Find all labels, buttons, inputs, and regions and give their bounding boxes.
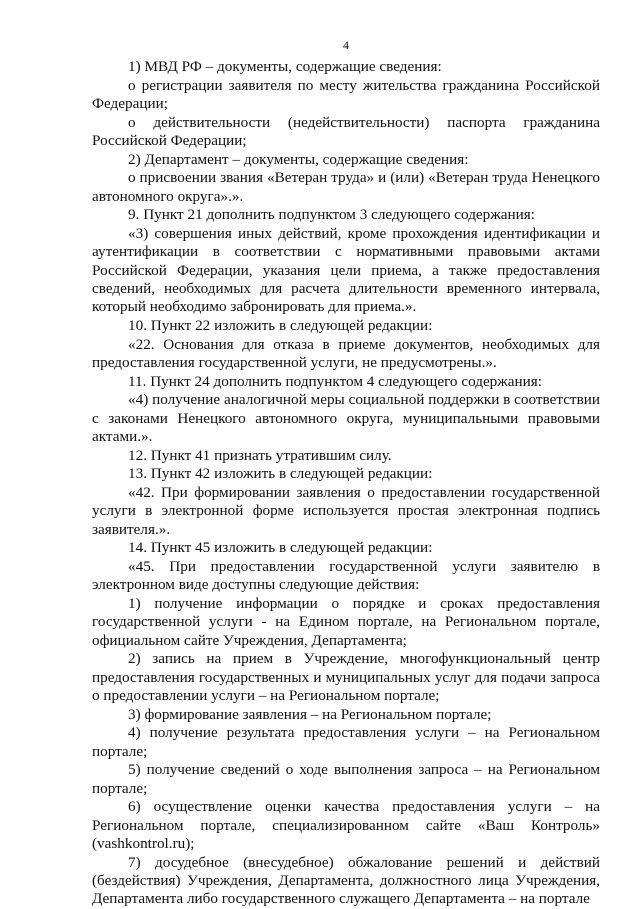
document-body [92, 58, 600, 909]
paragraph: «42. При формировании заявления о предоставлении государственной услуги в электронной форме используется простая электронная подпись заявителя.». [92, 483, 600, 538]
paragraph: 9. Пункт 21 дополнить подпунктом 3 следующего содержания: [128, 206, 535, 224]
paragraph: 1) получение информации о порядке и сроках предоставления государственной услуги - на Едином портале, на Региональном портале, официальном сайте Учреждения, Департамента; [92, 594, 600, 649]
paragraph: «22. Основания для отказа в приеме документов, необходимых для предоставления государственной услуги, не предусмотрены.». [92, 335, 600, 371]
paragraph: 2) Департамент – документы, содержащие сведения: [128, 150, 469, 168]
paragraph: 14. Пункт 45 изложить в следующей редакции: [128, 539, 433, 557]
paragraph: 1) МВД РФ – документы, содержащие сведения: [128, 58, 442, 75]
paragraph: о присвоении звания «Ветеран труда» и (или) «Ветеран труда Ненецкого автономного округа».». [92, 169, 600, 205]
paragraph: 3) формирование заявления – на Региональном портале; [128, 705, 492, 723]
paragraph: 5) получение сведений о ходе выполнения запроса – на Региональном портале; [92, 761, 600, 797]
paragraph: «4) получение аналогичной меры социальной поддержки в соответствии с законами Ненецкого автономного округа, муниципальными правовыми актами.». [92, 391, 600, 445]
paragraph: 6) осуществление оценки качества предоставления услуги – на Региональном портале, специализированном сайте «Ваш Контроль» (vashkontrol.ru); [92, 798, 600, 852]
paragraph: 11. Пункт 24 дополнить подпунктом 4 следующего содержания: [128, 372, 542, 390]
paragraph: «3) совершения иных действий, кроме прохождения идентификации и аутентификации в соответствии с нормативными правовыми актами Российской Федерации, указания цели приема, а также предоставления сведений, необходимых для расчета длительности временного интервала, который необходимо забронировать для приема.». [92, 224, 600, 316]
paragraph: 12. Пункт 41 признать утратившим силу. [128, 446, 392, 464]
paragraph: 4) получение результата предоставления услуги – на Региональном портале; [92, 724, 600, 760]
paragraph: 7) досудебное (внесудебное) обжалование решений и действий (бездействия) Учреждения, Департамента, должностного лица Учреждения, Департамента либо государственного служащего Департамента – на портале [92, 853, 600, 908]
page-number: 4 [343, 38, 349, 52]
paragraph: о регистрации заявителя по месту жительства гражданина Российской Федерации; [92, 76, 600, 112]
paragraph: о действительности (недействительности) паспорта гражданина Российской Федерации; [92, 113, 600, 149]
paragraph: «45. При предоставлении государственной услуги заявителю в электронном виде доступны следующие действия: [92, 557, 600, 594]
paragraph: 10. Пункт 22 изложить в следующей редакции: [128, 317, 433, 334]
paragraph: 13. Пункт 42 изложить в следующей редакции: [128, 465, 433, 483]
paragraph: 2) запись на прием в Учреждение, многофункциональный центр предоставления государственных и муниципальных услуг для подачи запроса о предоставлении услуги – на Региональном портале; [92, 650, 600, 704]
